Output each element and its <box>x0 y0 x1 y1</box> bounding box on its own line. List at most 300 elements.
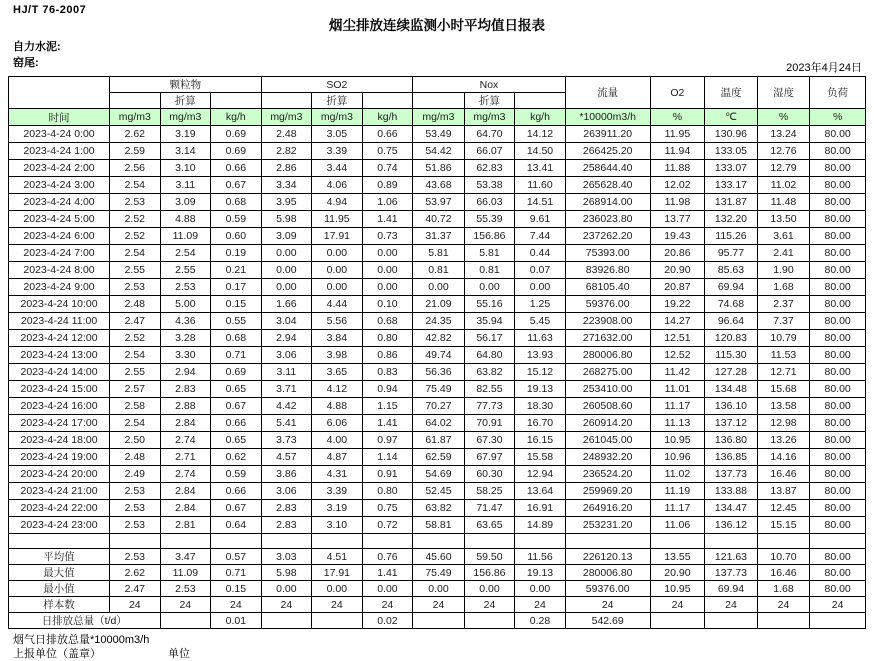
value-cell: 0.00 <box>261 581 312 597</box>
value-cell: 71.47 <box>464 500 515 517</box>
value-cell: 53.38 <box>464 177 515 194</box>
value-cell: 0.89 <box>362 177 413 194</box>
value-cell: 3.39 <box>312 143 363 160</box>
value-cell: 3.86 <box>261 466 312 483</box>
value-cell: 0.73 <box>362 228 413 245</box>
value-cell: 13.77 <box>650 211 705 228</box>
value-cell: 137.12 <box>705 415 758 432</box>
value-cell: 4.36 <box>160 313 211 330</box>
value-cell: 0.83 <box>362 364 413 381</box>
value-cell: 80.00 <box>810 364 866 381</box>
value-cell: 2.52 <box>110 228 161 245</box>
value-cell: 67.97 <box>464 449 515 466</box>
hourly-data-row <box>9 330 866 347</box>
value-cell: 11.56 <box>515 549 566 565</box>
value-cell: 271632.00 <box>565 330 650 347</box>
value-cell: 59.50 <box>464 549 515 565</box>
value-cell: 35.94 <box>464 313 515 330</box>
value-cell: 2.53 <box>160 581 211 597</box>
value-cell: 1.41 <box>362 211 413 228</box>
value-cell: 24.35 <box>413 313 465 330</box>
hourly-data-row <box>9 449 866 466</box>
value-cell: 11.53 <box>757 347 810 364</box>
value-cell: 5.56 <box>312 313 363 330</box>
hourly-data-row <box>9 313 866 330</box>
summary-label-cell: 样本数 <box>9 597 110 613</box>
value-cell: 52.45 <box>413 483 465 500</box>
value-cell: 80.00 <box>810 517 866 534</box>
value-cell <box>413 613 465 629</box>
value-cell: 266425.20 <box>565 143 650 160</box>
value-cell: 3.71 <box>261 381 312 398</box>
value-cell <box>565 534 650 549</box>
subheader-blank <box>515 93 566 109</box>
value-cell: 80.00 <box>810 449 866 466</box>
value-cell: 1.06 <box>362 194 413 211</box>
unit-cell: kg/h <box>515 109 566 126</box>
value-cell: 80.00 <box>810 415 866 432</box>
hourly-data-row <box>9 500 866 517</box>
header-load: 负荷 <box>810 77 866 109</box>
value-cell: 3.19 <box>160 126 211 143</box>
value-cell: 14.27 <box>650 313 705 330</box>
value-cell: 10.96 <box>650 449 705 466</box>
value-cell: 3.11 <box>261 364 312 381</box>
value-cell: 3.09 <box>160 194 211 211</box>
value-cell: 53.49 <box>413 126 465 143</box>
company-name: 自力水泥: <box>13 41 61 53</box>
value-cell: 2.47 <box>110 581 161 597</box>
value-cell: 42.82 <box>413 330 465 347</box>
unit-cell: % <box>757 109 810 126</box>
value-cell: 24 <box>312 597 363 613</box>
value-cell: 77.73 <box>464 398 515 415</box>
value-cell: 16.91 <box>515 500 566 517</box>
value-cell: 2.56 <box>110 160 161 177</box>
value-cell: 4.87 <box>312 449 363 466</box>
unit-cell: mg/m3 <box>413 109 465 126</box>
value-cell: 2.81 <box>160 517 211 534</box>
value-cell: 11.94 <box>650 143 705 160</box>
value-cell: 0.00 <box>515 279 566 296</box>
value-cell <box>810 613 866 629</box>
hourly-data-row <box>9 364 866 381</box>
header-humidity: 湿度 <box>757 77 810 109</box>
value-cell: 66.03 <box>464 194 515 211</box>
value-cell: 11.48 <box>757 194 810 211</box>
value-cell: 2.55 <box>110 364 161 381</box>
value-cell: 263911.20 <box>565 126 650 143</box>
value-cell: 80.00 <box>810 381 866 398</box>
value-cell: 19.22 <box>650 296 705 313</box>
value-cell: 2.71 <box>160 449 211 466</box>
value-cell: 3.98 <box>312 347 363 364</box>
value-cell: 0.00 <box>261 245 312 262</box>
value-cell: 0.86 <box>362 347 413 364</box>
value-cell: 56.36 <box>413 364 465 381</box>
value-cell: 0.00 <box>515 581 566 597</box>
unit-cell: kg/h <box>211 109 262 126</box>
value-cell: 75393.00 <box>565 245 650 262</box>
value-cell: 0.68 <box>211 194 262 211</box>
value-cell: 5.98 <box>261 211 312 228</box>
value-cell: 70.27 <box>413 398 465 415</box>
value-cell: 59376.00 <box>565 581 650 597</box>
value-cell <box>413 534 465 549</box>
value-cell <box>211 534 262 549</box>
value-cell: 3.28 <box>160 330 211 347</box>
value-cell: 12.94 <box>515 466 566 483</box>
value-cell: 24 <box>650 597 705 613</box>
value-cell: 4.57 <box>261 449 312 466</box>
value-cell: 80.00 <box>810 466 866 483</box>
value-cell: 24 <box>810 597 866 613</box>
value-cell: 1.68 <box>757 279 810 296</box>
value-cell: 15.58 <box>515 449 566 466</box>
value-cell: 64.70 <box>464 126 515 143</box>
value-cell: 83926.80 <box>565 262 650 279</box>
value-cell: 0.71 <box>211 565 262 581</box>
value-cell: 61.87 <box>413 432 465 449</box>
value-cell: 15.12 <box>515 364 566 381</box>
subheader-blank <box>362 93 413 109</box>
value-cell: 0.00 <box>362 262 413 279</box>
value-cell: 16.46 <box>757 565 810 581</box>
value-cell: 12.52 <box>650 347 705 364</box>
value-cell: 0.65 <box>211 381 262 398</box>
value-cell: 53.97 <box>413 194 465 211</box>
kiln-label: 窑尾: <box>13 57 39 69</box>
value-cell: 236524.20 <box>565 466 650 483</box>
table-body <box>9 126 866 629</box>
value-cell: 268275.00 <box>565 364 650 381</box>
value-cell: 4.51 <box>312 549 363 565</box>
value-cell: 13.64 <box>515 483 566 500</box>
value-cell: 236023.80 <box>565 211 650 228</box>
header-temperature: 温度 <box>705 77 758 109</box>
value-cell: 2.41 <box>757 245 810 262</box>
value-cell: 64.80 <box>464 347 515 364</box>
value-cell: 11.02 <box>650 466 705 483</box>
value-cell: 127.28 <box>705 364 758 381</box>
value-cell: 134.48 <box>705 381 758 398</box>
value-cell: 80.00 <box>810 228 866 245</box>
value-cell: 58.25 <box>464 483 515 500</box>
value-cell: 261045.00 <box>565 432 650 449</box>
value-cell: 96.64 <box>705 313 758 330</box>
value-cell: 2.48 <box>110 296 161 313</box>
value-cell: 2.53 <box>110 483 161 500</box>
value-cell: 16.15 <box>515 432 566 449</box>
value-cell: 3.44 <box>312 160 363 177</box>
time-cell: 2023-4-24 14:00 <box>9 364 110 381</box>
value-cell: 265628.40 <box>565 177 650 194</box>
summary-row <box>9 597 866 613</box>
value-cell: 131.87 <box>705 194 758 211</box>
value-cell: 130.96 <box>705 126 758 143</box>
value-cell: 7.37 <box>757 313 810 330</box>
value-cell: 62.83 <box>464 160 515 177</box>
value-cell: 2.47 <box>110 313 161 330</box>
value-cell: 80.00 <box>810 143 866 160</box>
value-cell <box>464 534 515 549</box>
value-cell: 68105.40 <box>565 279 650 296</box>
value-cell: 0.00 <box>362 279 413 296</box>
value-cell: 0.94 <box>362 381 413 398</box>
value-cell: 11.02 <box>757 177 810 194</box>
value-cell: 55.16 <box>464 296 515 313</box>
value-cell: 2.82 <box>261 143 312 160</box>
value-cell: 280006.80 <box>565 565 650 581</box>
header-flow: 流量 <box>565 77 650 109</box>
subheader-blank <box>110 93 161 109</box>
value-cell <box>810 534 866 549</box>
value-cell: 0.00 <box>413 581 465 597</box>
value-cell: 3.11 <box>160 177 211 194</box>
hourly-data-row <box>9 143 866 160</box>
daily-total-row <box>9 613 866 629</box>
value-cell: 10.95 <box>650 432 705 449</box>
value-cell: 80.00 <box>810 262 866 279</box>
value-cell: 13.50 <box>757 211 810 228</box>
value-cell: 12.76 <box>757 143 810 160</box>
value-cell <box>705 613 758 629</box>
value-cell: 3.19 <box>312 500 363 517</box>
value-cell: 3.06 <box>261 347 312 364</box>
value-cell: 58.81 <box>413 517 465 534</box>
value-cell: 80.00 <box>810 296 866 313</box>
value-cell: 0.80 <box>362 330 413 347</box>
value-cell: 0.65 <box>211 432 262 449</box>
value-cell: 0.00 <box>362 245 413 262</box>
time-cell: 2023-4-24 10:00 <box>9 296 110 313</box>
value-cell: 11.09 <box>160 228 211 245</box>
value-cell: 2.86 <box>261 160 312 177</box>
value-cell: 260914.20 <box>565 415 650 432</box>
value-cell: 14.89 <box>515 517 566 534</box>
value-cell: 18.30 <box>515 398 566 415</box>
value-cell: 2.54 <box>160 245 211 262</box>
value-cell: 3.04 <box>261 313 312 330</box>
value-cell: 19.43 <box>650 228 705 245</box>
time-cell: 2023-4-24 2:00 <box>9 160 110 177</box>
summary-label-cell: 最大值 <box>9 565 110 581</box>
value-cell: 133.05 <box>705 143 758 160</box>
hourly-data-row <box>9 194 866 211</box>
value-cell: 51.86 <box>413 160 465 177</box>
value-cell: 3.73 <box>261 432 312 449</box>
value-cell: 260508.60 <box>565 398 650 415</box>
value-cell: 3.34 <box>261 177 312 194</box>
value-cell: 60.30 <box>464 466 515 483</box>
value-cell: 80.00 <box>810 347 866 364</box>
unit-cell: mg/m3 <box>464 109 515 126</box>
value-cell: 4.44 <box>312 296 363 313</box>
value-cell: 2.62 <box>110 565 161 581</box>
value-cell: 2.54 <box>110 177 161 194</box>
value-cell: 24 <box>160 597 211 613</box>
value-cell: 20.86 <box>650 245 705 262</box>
value-cell: 11.19 <box>650 483 705 500</box>
value-cell: 80.00 <box>810 549 866 565</box>
value-cell: 11.63 <box>515 330 566 347</box>
time-cell: 2023-4-24 13:00 <box>9 347 110 364</box>
value-cell: 0.28 <box>515 613 566 629</box>
value-cell: 13.55 <box>650 549 705 565</box>
value-cell: 80.00 <box>810 126 866 143</box>
value-cell: 3.84 <box>312 330 363 347</box>
value-cell: 3.47 <box>160 549 211 565</box>
value-cell: 2.48 <box>261 126 312 143</box>
value-cell: 0.59 <box>211 211 262 228</box>
value-cell: 0.68 <box>362 313 413 330</box>
value-cell: 12.45 <box>757 500 810 517</box>
value-cell: 16.70 <box>515 415 566 432</box>
value-cell: 80.00 <box>810 194 866 211</box>
value-cell: 2.57 <box>110 381 161 398</box>
value-cell: 80.00 <box>810 177 866 194</box>
value-cell: 11.06 <box>650 517 705 534</box>
time-cell: 2023-4-24 6:00 <box>9 228 110 245</box>
value-cell: 1.25 <box>515 296 566 313</box>
value-cell: 0.15 <box>211 581 262 597</box>
value-cell: 20.90 <box>650 262 705 279</box>
value-cell: 24 <box>261 597 312 613</box>
value-cell: 1.41 <box>362 415 413 432</box>
value-cell: 2.53 <box>160 279 211 296</box>
value-cell: 2.74 <box>160 432 211 449</box>
summary-label-cell: 平均值 <box>9 549 110 565</box>
value-cell: 13.87 <box>757 483 810 500</box>
hourly-data-row <box>9 432 866 449</box>
value-cell: 136.80 <box>705 432 758 449</box>
value-cell: 5.81 <box>413 245 465 262</box>
value-cell: 2.53 <box>110 194 161 211</box>
value-cell: 2.83 <box>261 500 312 517</box>
value-cell: 0.66 <box>362 126 413 143</box>
value-cell: 1.14 <box>362 449 413 466</box>
value-cell: 24 <box>211 597 262 613</box>
value-cell: 5.41 <box>261 415 312 432</box>
value-cell: 2.49 <box>110 466 161 483</box>
hourly-data-row <box>9 381 866 398</box>
subheader-blank <box>413 93 465 109</box>
value-cell: 0.81 <box>413 262 465 279</box>
value-cell: 0.66 <box>211 160 262 177</box>
value-cell: 2.53 <box>110 279 161 296</box>
value-cell: 5.45 <box>515 313 566 330</box>
value-cell: 43.68 <box>413 177 465 194</box>
value-cell: 4.06 <box>312 177 363 194</box>
value-cell: 14.50 <box>515 143 566 160</box>
value-cell: 75.49 <box>413 565 465 581</box>
value-cell: 63.82 <box>413 500 465 517</box>
value-cell: 2.53 <box>110 500 161 517</box>
value-cell: 1.66 <box>261 296 312 313</box>
report-table <box>8 76 866 629</box>
unit-cell: mg/m3 <box>261 109 312 126</box>
unit-cell: ℃ <box>705 109 758 126</box>
value-cell: 14.16 <box>757 449 810 466</box>
standard-code: HJ/T 76-2007 <box>13 4 87 16</box>
value-cell: 133.07 <box>705 160 758 177</box>
value-cell: 253410.00 <box>565 381 650 398</box>
value-cell: 3.05 <box>312 126 363 143</box>
value-cell: 4.31 <box>312 466 363 483</box>
value-cell: 0.01 <box>211 613 262 629</box>
value-cell: 10.70 <box>757 549 810 565</box>
value-cell: 2.83 <box>261 517 312 534</box>
value-cell: 4.88 <box>312 398 363 415</box>
value-cell: 80.00 <box>810 398 866 415</box>
value-cell: 0.00 <box>312 279 363 296</box>
value-cell: 2.55 <box>110 262 161 279</box>
value-cell: 0.00 <box>413 279 465 296</box>
unit-cell: mg/m3 <box>160 109 211 126</box>
value-cell: 3.14 <box>160 143 211 160</box>
value-cell: 268914.00 <box>565 194 650 211</box>
value-cell: 12.02 <box>650 177 705 194</box>
value-cell: 2.50 <box>110 432 161 449</box>
value-cell: 5.81 <box>464 245 515 262</box>
time-column-header: 时间 <box>9 109 110 126</box>
value-cell: 121.63 <box>705 549 758 565</box>
value-cell: 14.12 <box>515 126 566 143</box>
value-cell: 226120.13 <box>565 549 650 565</box>
time-cell: 2023-4-24 12:00 <box>9 330 110 347</box>
value-cell: 0.64 <box>211 517 262 534</box>
value-cell: 2.88 <box>160 398 211 415</box>
value-cell: 223908.00 <box>565 313 650 330</box>
value-cell: 2.52 <box>110 211 161 228</box>
value-cell: 1.41 <box>362 565 413 581</box>
value-cell: 133.17 <box>705 177 758 194</box>
value-cell: 2.84 <box>160 483 211 500</box>
value-cell: 66.07 <box>464 143 515 160</box>
value-cell <box>160 613 211 629</box>
value-cell: 258644.40 <box>565 160 650 177</box>
value-cell: 156.86 <box>464 565 515 581</box>
hourly-data-row <box>9 245 866 262</box>
hourly-data-row <box>9 466 866 483</box>
value-cell: 133.88 <box>705 483 758 500</box>
value-cell: 253231.20 <box>565 517 650 534</box>
time-cell: 2023-4-24 23:00 <box>9 517 110 534</box>
subheader-converted-so2: 折算 <box>312 93 363 109</box>
value-cell: 136.12 <box>705 517 758 534</box>
value-cell: 0.76 <box>362 549 413 565</box>
value-cell: 0.60 <box>211 228 262 245</box>
value-cell: 14.51 <box>515 194 566 211</box>
value-cell: 54.42 <box>413 143 465 160</box>
value-cell <box>312 613 363 629</box>
value-cell: 67.30 <box>464 432 515 449</box>
value-cell: 0.69 <box>211 126 262 143</box>
value-cell: 0.66 <box>211 415 262 432</box>
value-cell: 0.69 <box>211 143 262 160</box>
time-cell: 2023-4-24 11:00 <box>9 313 110 330</box>
value-cell: 0.68 <box>211 330 262 347</box>
value-cell: 13.58 <box>757 398 810 415</box>
time-cell: 2023-4-24 4:00 <box>9 194 110 211</box>
value-cell: 54.69 <box>413 466 465 483</box>
time-cell: 2023-4-24 18:00 <box>9 432 110 449</box>
value-cell: 11.95 <box>650 126 705 143</box>
report-date: 2023年4月24日 <box>786 62 862 74</box>
value-cell: 31.37 <box>413 228 465 245</box>
value-cell: 80.00 <box>810 500 866 517</box>
value-cell: 20.90 <box>650 565 705 581</box>
